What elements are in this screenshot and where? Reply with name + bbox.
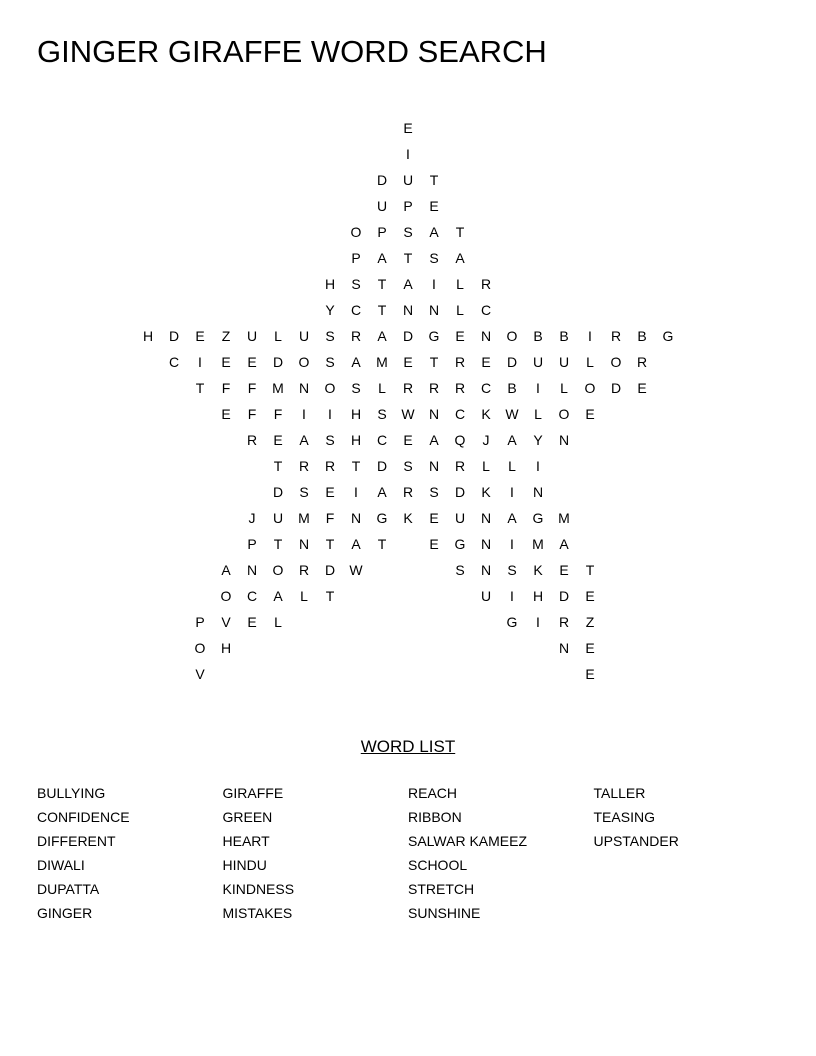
grid-letter: N [558, 640, 570, 656]
word-list-item: HEART [222, 833, 270, 849]
grid-letter: D [454, 484, 466, 500]
grid-letter: S [429, 250, 439, 266]
grid-letter: B [533, 328, 543, 344]
grid-letter: O [324, 380, 336, 396]
grid-letter: R [402, 380, 414, 396]
grid-letter: C [480, 302, 492, 318]
grid-letter: N [246, 562, 258, 578]
grid-letter: N [428, 458, 440, 474]
grid-letter: N [480, 328, 492, 344]
grid-letter: S [351, 276, 361, 292]
grid-letter: I [588, 328, 592, 344]
grid-letter: S [325, 328, 335, 344]
grid-letter: E [559, 562, 569, 578]
grid-letter: Q [454, 432, 466, 448]
grid-letter: P [247, 536, 257, 552]
grid-letter: Y [325, 302, 335, 318]
grid-letter: C [480, 380, 492, 396]
grid-letter: K [533, 562, 543, 578]
grid-letter: K [481, 406, 491, 422]
grid-letter: W [401, 406, 415, 422]
grid-letter: T [403, 250, 413, 266]
word-list-item: SCHOOL [408, 857, 468, 873]
grid-letter: E [585, 406, 595, 422]
grid-letter: R [454, 380, 466, 396]
grid-letter: O [584, 380, 596, 396]
word-list-item: SUNSHINE [408, 905, 481, 921]
grid-letter: P [403, 198, 413, 214]
grid-letter: A [377, 328, 387, 344]
grid-letter: E [273, 432, 283, 448]
grid-letter: I [536, 380, 540, 396]
grid-letter: A [507, 510, 517, 526]
grid-letter: A [403, 276, 413, 292]
grid-letter: L [274, 328, 282, 344]
grid-letter: W [349, 562, 363, 578]
grid-letter: N [532, 484, 544, 500]
grid-letter: A [455, 250, 465, 266]
grid-letter: E [585, 666, 595, 682]
grid-letter: N [350, 510, 362, 526]
grid-letter: C [168, 354, 180, 370]
grid-letter: N [298, 380, 310, 396]
word-list-column [408, 782, 593, 926]
word-list-item: MISTAKES [222, 905, 293, 921]
grid-letter: A [559, 536, 569, 552]
grid-letter: E [455, 328, 465, 344]
grid-letter: E [195, 328, 205, 344]
grid-letter: E [247, 614, 257, 630]
grid-letter: V [221, 614, 231, 630]
grid-letter: D [610, 380, 622, 396]
word-list-column [37, 782, 222, 926]
grid-letter: T [377, 302, 387, 318]
grid-letter: O [506, 328, 518, 344]
grid-letter: A [377, 484, 387, 500]
grid-letter: I [536, 614, 540, 630]
grid-letter: A [351, 536, 361, 552]
grid-letter: L [482, 458, 490, 474]
grid-letter: I [510, 484, 514, 500]
word-list-item: STRETCH [408, 881, 475, 897]
grid-letter: H [142, 328, 154, 344]
grid-letter: D [402, 328, 414, 344]
grid-letter: S [403, 224, 413, 240]
grid-letter: G [454, 536, 466, 552]
grid-letter: F [247, 380, 257, 396]
grid-letter: E [429, 198, 439, 214]
grid-letter: E [585, 640, 595, 656]
grid-letter: R [350, 328, 362, 344]
grid-letter: O [194, 640, 206, 656]
grid-letter: D [558, 588, 570, 604]
grid-letter: L [300, 588, 308, 604]
grid-letter: R [454, 458, 466, 474]
grid-letter: I [302, 406, 306, 422]
grid-letter: R [428, 380, 440, 396]
grid-letter: L [508, 458, 516, 474]
grid-letter: T [377, 276, 387, 292]
grid-letter: D [376, 172, 388, 188]
grid-letter: U [558, 354, 570, 370]
grid-letter: M [376, 354, 388, 370]
grid-letter: O [298, 354, 310, 370]
grid-letter: H [324, 276, 336, 292]
grid-letter: O [350, 224, 362, 240]
word-list-item: GIRAFFE [222, 785, 284, 801]
grid-letter: I [328, 406, 332, 422]
grid-letter: Z [585, 614, 595, 630]
grid-letter: N [558, 432, 570, 448]
grid-letter: U [376, 198, 388, 214]
grid-letter: I [510, 536, 514, 552]
word-list-column [223, 782, 408, 926]
word-list-item: REACH [408, 785, 458, 801]
grid-letter: I [510, 588, 514, 604]
grid-letter: O [220, 588, 232, 604]
word-list-item: UPSTANDER [593, 833, 679, 849]
grid-letter: T [429, 354, 439, 370]
grid-letter: F [273, 406, 283, 422]
grid-letter: W [505, 406, 519, 422]
grid-letter: U [532, 354, 544, 370]
grid-letter: E [403, 432, 413, 448]
grid-letter: N [480, 510, 492, 526]
grid-letter: S [403, 458, 413, 474]
grid-letter: I [406, 146, 410, 162]
grid-letter: E [325, 484, 335, 500]
grid-letter: N [428, 406, 440, 422]
grid-letter: J [248, 510, 256, 526]
grid-letter: U [298, 328, 310, 344]
grid-letter: S [377, 406, 387, 422]
grid-letter: G [532, 510, 544, 526]
grid-letter: P [351, 250, 361, 266]
grid-letter: S [429, 484, 439, 500]
grid-letter: U [454, 510, 466, 526]
grid-letter: R [636, 354, 648, 370]
grid-letter: A [429, 432, 439, 448]
grid-letter: U [402, 172, 414, 188]
word-list-item: DUPATTA [37, 881, 100, 897]
grid-letter: A [273, 588, 283, 604]
grid-letter: N [298, 536, 310, 552]
grid-letter: M [298, 510, 310, 526]
grid-letter: T [273, 536, 283, 552]
grid-letter: R [480, 276, 492, 292]
word-list-item: DIFFERENT [37, 833, 116, 849]
word-list-item: BULLYING [37, 785, 106, 801]
page-title: GINGER GIRAFFE WORD SEARCH [37, 34, 547, 69]
grid-letter: E [403, 354, 413, 370]
grid-letter: Y [533, 432, 543, 448]
grid-letter: A [429, 224, 439, 240]
grid-letter: U [246, 328, 258, 344]
word-list-item: TALLER [593, 785, 646, 801]
grid-letter: N [480, 536, 492, 552]
grid-letter: L [534, 406, 542, 422]
grid-letter: S [351, 380, 361, 396]
grid-letter: P [195, 614, 205, 630]
grid-letter: B [507, 380, 517, 396]
grid-letter: E [247, 354, 257, 370]
grid-letter: C [376, 432, 388, 448]
grid-letter: P [377, 224, 387, 240]
grid-letter: K [403, 510, 413, 526]
grid-letter: L [560, 380, 568, 396]
grid-letter: R [402, 484, 414, 500]
grid-letter: H [350, 406, 362, 422]
grid-letter: V [195, 666, 205, 682]
word-list-item: CONFIDENCE [37, 809, 130, 825]
grid-letter: Z [221, 328, 231, 344]
grid-letter: S [507, 562, 517, 578]
grid-letter: A [377, 250, 387, 266]
word-list-item: KINDNESS [222, 881, 295, 897]
grid-letter: B [637, 328, 647, 344]
grid-letter: H [220, 640, 232, 656]
word-list-item: GINGER [37, 905, 93, 921]
grid-letter: I [536, 458, 540, 474]
word-list-item: TEASING [593, 809, 655, 825]
grid-letter: A [299, 432, 309, 448]
grid-letter: R [454, 354, 466, 370]
word-list-item: GREEN [222, 809, 273, 825]
grid-letter: G [506, 614, 518, 630]
grid-letter: L [378, 380, 386, 396]
grid-letter: I [432, 276, 436, 292]
word-list-heading: WORD LIST [360, 737, 456, 756]
grid-letter: D [272, 484, 284, 500]
grid-letter: G [428, 328, 440, 344]
grid-letter: F [221, 380, 231, 396]
grid-letter: U [272, 510, 284, 526]
grid-letter: H [532, 588, 544, 604]
grid-letter: T [351, 458, 361, 474]
grid-letter: T [273, 458, 283, 474]
grid-letter: T [325, 588, 335, 604]
grid-letter: T [377, 536, 387, 552]
grid-letter: R [298, 458, 310, 474]
grid-letter: E [221, 406, 231, 422]
grid-letter: D [324, 562, 336, 578]
grid-letter: F [247, 406, 257, 422]
grid-letter: S [325, 354, 335, 370]
word-list-item: DIWALI [37, 857, 85, 873]
grid-letter: T [455, 224, 465, 240]
word-list-column [594, 782, 779, 854]
word-list-item: RIBBON [408, 809, 462, 825]
grid-letter: G [376, 510, 388, 526]
word-list-item: SALWAR KAMEEZ [408, 833, 528, 849]
grid-letter: I [198, 354, 202, 370]
grid-letter: C [350, 302, 362, 318]
grid-letter: B [559, 328, 569, 344]
grid-letter: S [325, 432, 335, 448]
grid-letter: K [481, 484, 491, 500]
grid-letter: G [662, 328, 674, 344]
grid-letter: H [350, 432, 362, 448]
grid-letter: D [376, 458, 388, 474]
grid-letter: E [429, 510, 439, 526]
grid-letter: C [454, 406, 466, 422]
grid-letter: J [482, 432, 490, 448]
grid-letter: D [272, 354, 284, 370]
grid-letter: L [456, 302, 464, 318]
grid-letter: N [480, 562, 492, 578]
grid-letter: L [586, 354, 594, 370]
grid-letter: S [299, 484, 309, 500]
grid-letter: O [558, 406, 570, 422]
grid-letter: E [429, 536, 439, 552]
grid-letter: D [168, 328, 180, 344]
grid-letter: O [610, 354, 622, 370]
grid-letter: M [272, 380, 284, 396]
grid-letter: T [585, 562, 595, 578]
grid-letter: T [325, 536, 335, 552]
grid-letter: E [403, 120, 413, 136]
grid-letter: R [246, 432, 258, 448]
grid-letter: U [480, 588, 492, 604]
grid-letter: A [221, 562, 231, 578]
grid-letter: R [610, 328, 622, 344]
grid-letter: I [354, 484, 358, 500]
grid-letter: E [221, 354, 231, 370]
grid-letter: A [351, 354, 361, 370]
grid-letter: R [324, 458, 336, 474]
grid-letter: M [558, 510, 570, 526]
grid-letter: F [325, 510, 335, 526]
grid-letter: C [246, 588, 258, 604]
word-list-item: HINDU [222, 857, 267, 873]
grid-letter: M [532, 536, 544, 552]
grid-letter: S [455, 562, 465, 578]
grid-letter: L [274, 614, 282, 630]
grid-letter: E [585, 588, 595, 604]
grid-letter: R [558, 614, 570, 630]
grid-letter: E [637, 380, 647, 396]
grid-letter: T [195, 380, 205, 396]
grid-letter: T [429, 172, 439, 188]
grid-letter: O [272, 562, 284, 578]
grid-letter: R [298, 562, 310, 578]
grid-letter: L [456, 276, 464, 292]
grid-letter: A [507, 432, 517, 448]
grid-letter: E [481, 354, 491, 370]
grid-letter: N [428, 302, 440, 318]
grid-letter: D [506, 354, 518, 370]
grid-letter: N [402, 302, 414, 318]
